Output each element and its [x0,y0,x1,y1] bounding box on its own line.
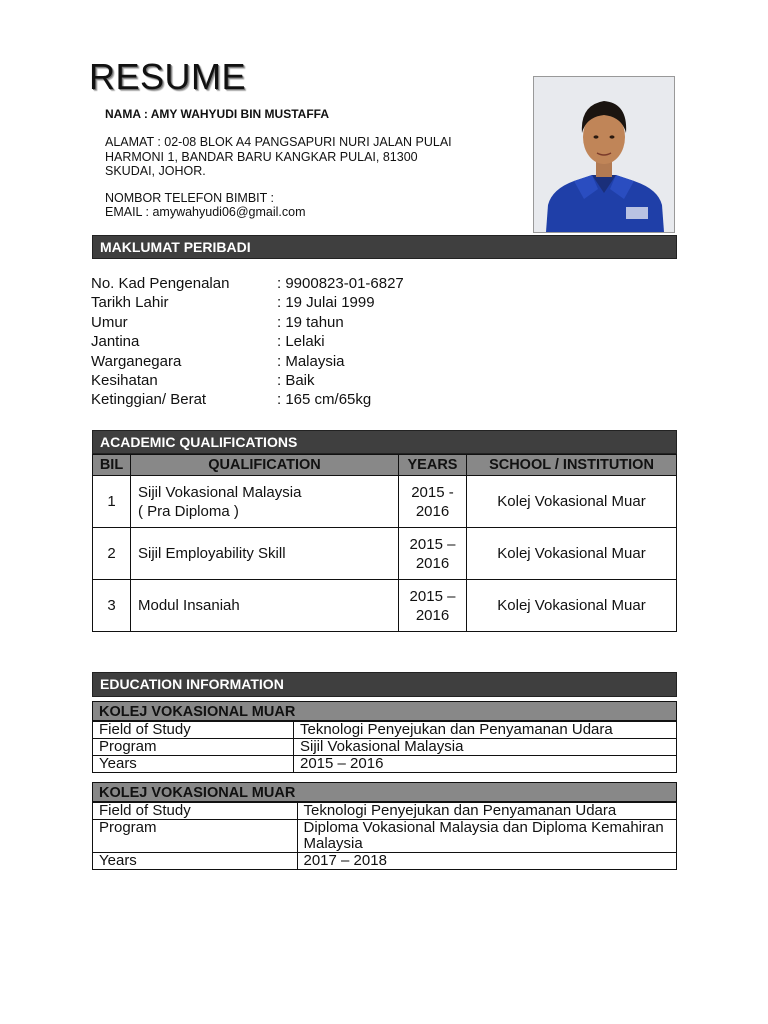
table-row [93,580,677,632]
profile-photo [533,76,675,233]
table-row [93,476,677,528]
bil-cell: 2 [93,528,131,580]
qualification-cell: Modul Insaniah [131,580,399,632]
years-value: 2015 – 2016 [294,756,677,773]
table-row [93,853,677,870]
info-value: : Malaysia [277,352,345,370]
personal-info-row [91,275,404,294]
years-label: Years [93,853,298,870]
info-label: Tarikh Lahir [91,294,169,312]
years-cell: 2015 – 2016 [399,580,467,632]
applicant-address: ALAMAT : 02-08 BLOK A4 PANGSAPURI NURI JALAN PULAI HARMONI 1, BANDAR BARU KANGKAR PULAI, 81300 SKUDAI, JOHOR. [105,135,452,178]
program-label: Program [93,820,298,853]
info-label: No. Kad Pengenalan [91,275,230,292]
bil-cell: 1 [93,476,131,528]
info-label: Kesihatan [91,371,158,389]
field-label: Field of Study [93,803,298,820]
academic-heading: ACADEMIC QUALIFICATIONS [92,430,677,454]
person-portrait-icon [534,77,674,232]
personal-info-row [91,353,404,372]
info-value: : 19 tahun [277,313,344,331]
school-cell: Kolej Vokasional Muar [467,580,677,632]
resume-title: RESUME [89,56,247,97]
bil-cell: 3 [93,580,131,632]
years-label: Years [93,756,294,773]
column-header: SCHOOL / INSTITUTION [467,455,677,476]
personal-info-row [91,391,404,410]
field-value: Teknologi Penyejukan dan Penyamanan Udara [297,803,677,820]
info-value: : 9900823-01-6827 [277,275,404,292]
institution-name: KOLEJ VOKASIONAL MUAR [92,701,677,721]
years-cell: 2015 - 2016 [399,476,467,528]
qualification-cell: Sijil Employability Skill [131,528,399,580]
info-label: Ketinggian/ Berat [91,391,207,409]
school-cell: Kolej Vokasional Muar [467,476,677,528]
info-value: : Lelaki [277,333,325,351]
info-value: : 165 cm/65kg [277,391,372,409]
column-header: QUALIFICATION [131,455,399,476]
applicant-name: NAMA : AMY WAHYUDI BIN MUSTAFFA [105,107,329,121]
field-value: Teknologi Penyejukan dan Penyamanan Udara [294,722,677,739]
applicant-email: EMAIL : amywahyudi06@gmail.com [105,205,306,219]
table-header-row [93,455,677,476]
personal-info-row [91,314,404,333]
table-row [93,528,677,580]
applicant-phone: NOMBOR TELEFON BIMBIT : [105,191,275,205]
table-row [93,756,677,773]
table-row [93,820,677,853]
education-block [92,782,677,870]
institution-name: KOLEJ VOKASIONAL MUAR [92,782,677,802]
personal-info-heading: MAKLUMAT PERIBADI [92,235,677,259]
education-heading: EDUCATION INFORMATION [92,672,677,697]
personal-info-row [91,294,404,313]
table-row [93,739,677,756]
academic-table [92,454,677,632]
education-block [92,701,677,773]
info-label: Warganegara [91,352,182,370]
field-label: Field of Study [93,722,294,739]
years-value: 2017 – 2018 [297,853,677,870]
info-value: : Baik [277,371,315,389]
program-value: Sijil Vokasional Malaysia [294,739,677,756]
table-row [93,803,677,820]
program-label: Program [93,739,294,756]
table-row [93,722,677,739]
info-label: Jantina [91,333,140,351]
qualification-cell: Sijil Vokasional Malaysia ( Pra Diploma ) [131,476,399,528]
info-value: : 19 Julai 1999 [277,294,375,312]
school-cell: Kolej Vokasional Muar [467,528,677,580]
years-cell: 2015 – 2016 [399,528,467,580]
personal-info-row [91,372,404,391]
personal-info-row [91,333,404,352]
personal-info-list [91,275,404,411]
column-header: YEARS [399,455,467,476]
program-value: Diploma Vokasional Malaysia dan Diploma Kemahiran Malaysia [297,820,677,853]
info-label: Umur [91,313,128,331]
column-header: BIL [93,455,131,476]
